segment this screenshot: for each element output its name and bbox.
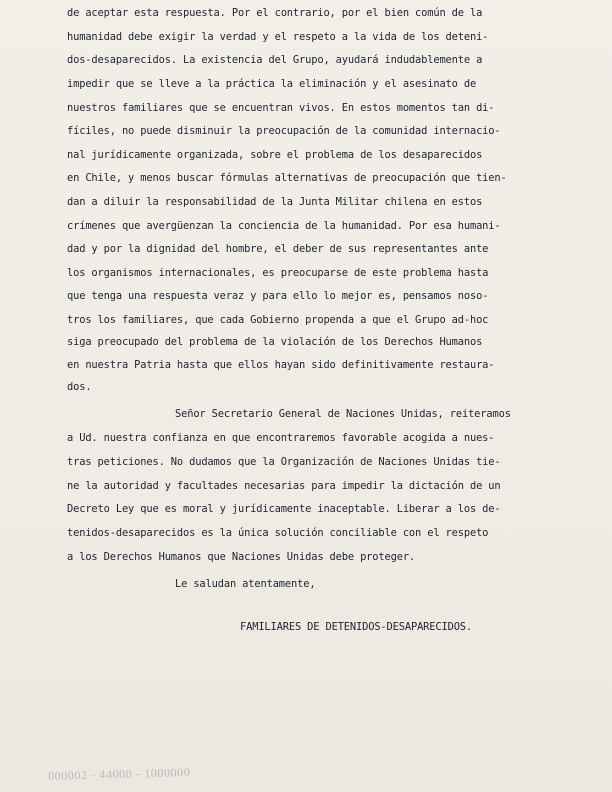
paragraph1-line-2: humanidad debe exigir la verdad y el respeto a la vida de los deteni- — [67, 31, 489, 43]
paragraph1-line-16: en nuestra Patria hasta que ellos hayan sido definitivamente restaura- — [67, 359, 495, 371]
paragraph1-line-17: dos. — [67, 381, 92, 393]
paragraph1-line-14: tros los familiares, que cada Gobierno propenda a que el Grupo ad-hoc — [67, 314, 489, 326]
paragraph1-line-7: nal jurídicamente organizada, sobre el problema de los desaparecidos — [67, 149, 483, 161]
signature: FAMILIARES DE DETENIDOS-DESAPARECIDOS. — [240, 621, 473, 633]
paragraph1-line-1: de aceptar esta respuesta. Por el contrario, por el bien común de la — [67, 7, 483, 19]
paragraph2-line-5: Decreto Ley que es moral y jurídicamente inaceptable. Liberar a los de- — [67, 503, 501, 515]
paragraph1-line-15: siga preocupado del problema de la violación de los Derechos Humanos — [67, 336, 483, 348]
paragraph2-line-6: tenidos-desaparecidos es la única solución conciliable con el respeto — [67, 527, 489, 539]
paragraph2-line-3: tras peticiones. No dudamos que la Organización de Naciones Unidas tie- — [67, 456, 501, 468]
paragraph1-line-9: dan a diluir la responsabilidad de la Junta Militar chilena en estos — [67, 196, 483, 208]
paragraph1-line-8: en Chile, y menos buscar fórmulas alternativas de preocupación que tien- — [67, 172, 507, 184]
paragraph2-line-4: ne la autoridad y facultades necesarias para impedir la dictación de un — [67, 480, 501, 492]
paragraph2-line-2: a Ud. nuestra confianza en que encontraremos favorable acogida a nues- — [67, 432, 495, 444]
paragraph1-line-3: dos-desaparecidos. La existencia del Grupo, ayudará indudablemente a — [67, 54, 483, 66]
paragraph1-line-5: nuestros familiares que se encuentran vivos. En estos momentos tan di- — [67, 102, 495, 114]
paragraph1-line-13: que tenga una respuesta veraz y para ello lo mejor es, pensamos noso- — [67, 290, 489, 302]
closing-salutation: Le saludan atentamente, — [175, 578, 316, 590]
paragraph1-line-4: impedir que se lleve a la práctica la eliminación y el asesinato de — [67, 78, 477, 90]
paragraph2-line-7: a los Derechos Humanos que Naciones Unidas debe proteger. — [67, 551, 416, 563]
paragraph1-line-6: fíciles, no puede disminuir la preocupación de la comunidad internacio- — [67, 125, 501, 137]
paragraph1-line-11: dad y por la dignidad del hombre, el deber de sus representantes ante — [67, 243, 489, 255]
archive-stamp: 000002 - 44000 - 1000000 — [47, 765, 191, 783]
paragraph1-line-10: crímenes que avergüenzan la conciencia de la humanidad. Por esa humani- — [67, 220, 501, 232]
paragraph1-line-12: los organismos internacionales, es preocuparse de este problema hasta — [67, 267, 489, 279]
paragraph2-line-1: Señor Secretario General de Naciones Unidas, reiteramos — [175, 408, 511, 420]
